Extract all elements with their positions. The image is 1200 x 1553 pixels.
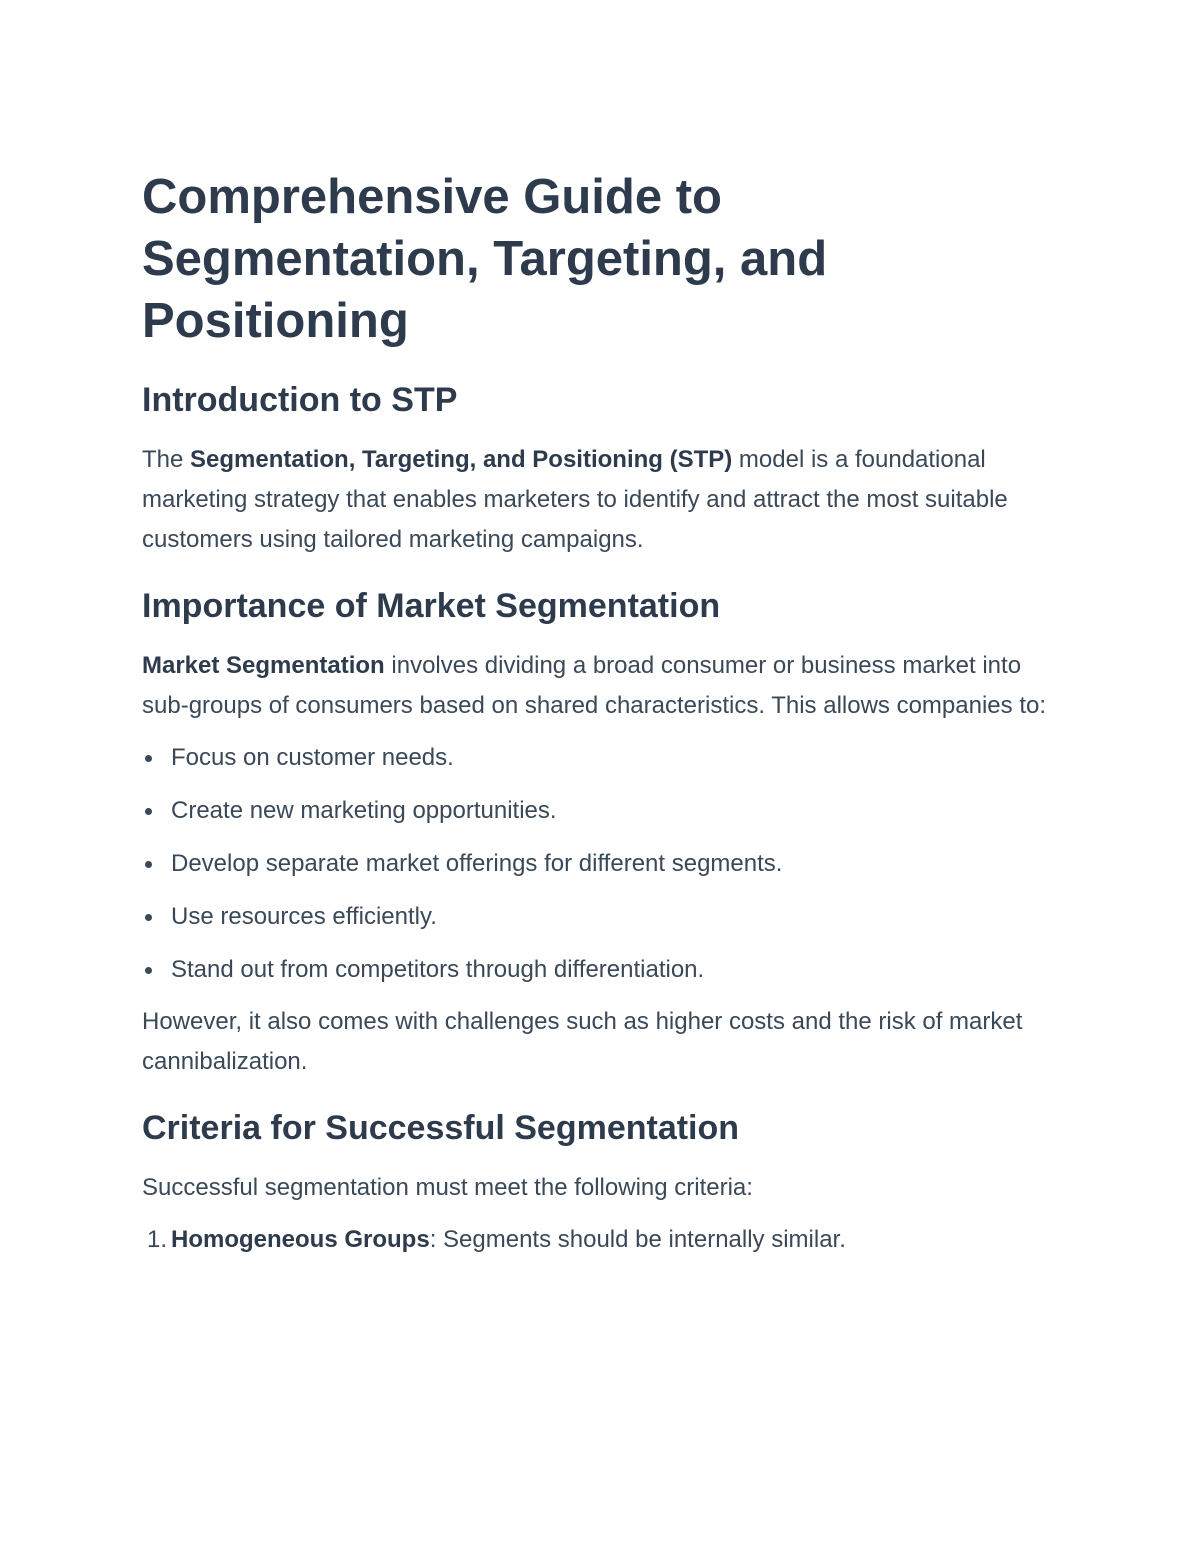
importance-text-rest: involves dividing a broad consumer or business market into sub-groups of consumers based on shared characteristics. This allows companies to: — [142, 652, 1046, 719]
list-item — [142, 738, 1072, 778]
intro-text-start: The — [142, 446, 191, 473]
list-item — [142, 1220, 1072, 1260]
list-item-text: Use resources efficiently. — [171, 903, 437, 930]
section-heading-criteria: Criteria for Successful Segmentation — [142, 1109, 740, 1147]
importance-paragraph — [142, 646, 1072, 726]
importance-bold-term: Market Segmentation — [142, 652, 385, 679]
section-heading-intro: Introduction to STP — [142, 381, 458, 419]
list-item-text: Create new marketing opportunities. — [171, 797, 557, 824]
criteria-bold-term: Homogeneous Groups — [171, 1226, 430, 1253]
importance-closing: However, it also comes with challenges such as higher costs and the risk of market cannibalization. — [142, 1008, 1023, 1075]
list-item-text: Stand out from competitors through differentiation. — [171, 956, 705, 983]
bullet-icon — [145, 755, 152, 762]
criteria-text: : Segments should be internally similar. — [429, 1226, 846, 1253]
list-number: 1. — [147, 1226, 168, 1253]
list-item-text: Develop separate market offerings for different segments. — [171, 850, 783, 877]
list-item-text: Focus on customer needs. — [171, 744, 454, 771]
criteria-intro: Successful segmentation must meet the following criteria: — [142, 1174, 753, 1201]
intro-paragraph — [142, 440, 1072, 560]
intro-bold-term: Segmentation, Targeting, and Positioning (STP) — [190, 446, 733, 473]
list-item — [142, 844, 1072, 884]
bullet-icon — [145, 808, 152, 815]
document-page — [142, 166, 1072, 1260]
bullet-icon — [145, 967, 152, 974]
section-heading-importance: Importance of Market Segmentation — [142, 587, 721, 625]
benefits-list — [142, 738, 1072, 990]
list-item — [142, 791, 1072, 831]
bullet-icon — [145, 861, 152, 868]
list-item — [142, 950, 1072, 990]
intro-text-rest: model is a foundational marketing strategy that enables marketers to identify and attract the most suitable customers using tailored marketing campaigns. — [142, 446, 1008, 553]
list-item — [142, 897, 1072, 937]
page-title: Comprehensive Guide to Segmentation, Targeting, and Positioning — [142, 170, 828, 348]
criteria-list — [142, 1220, 1072, 1260]
bullet-icon — [145, 914, 152, 921]
